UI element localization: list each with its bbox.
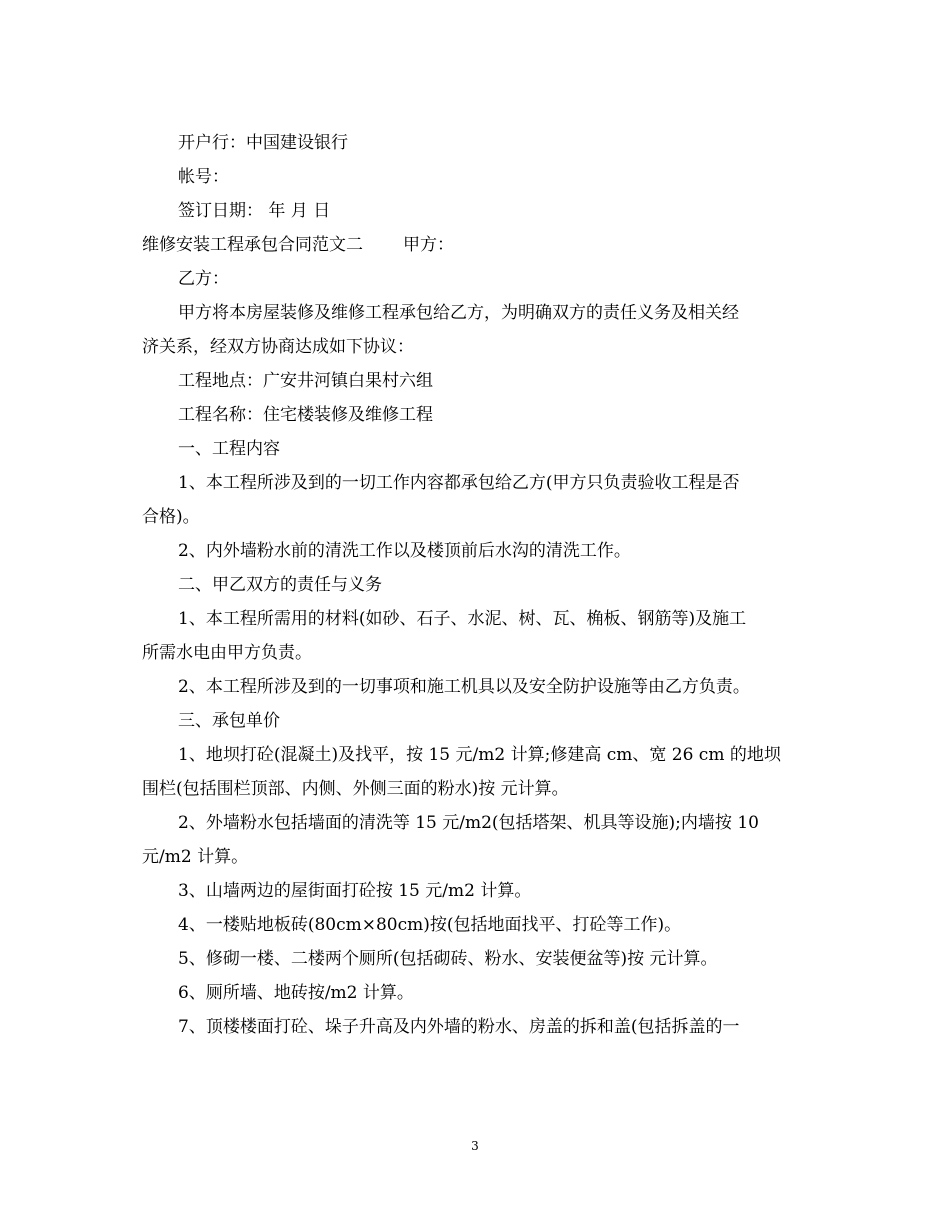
clause-1-1-line-2: 合格)。 [142, 507, 200, 527]
bank-line: 开户行：中国建设银行 [178, 133, 348, 153]
location-line: 工程地点：广安井河镇白果村六组 [178, 371, 433, 391]
account-line: 帐号： [178, 167, 229, 187]
clause-2-2: 2、本工程所涉及到的一切事项和施工机具以及安全防护设施等由乙方负责。 [178, 677, 750, 697]
section-heading-1: 一、工程内容 [178, 439, 280, 459]
sign-date-line: 签订日期： 年 月 日 [178, 201, 331, 221]
intro-line-1: 甲方将本房屋装修及维修工程承包给乙方，为明确双方的责任义务及相关经 [178, 303, 739, 323]
clause-3-3: 3、山墙两边的屋街面打砼按 15 元/m2 计算。 [178, 881, 532, 901]
clause-1-1-line-1: 1、本工程所涉及到的一切工作内容都承包给乙方(甲方只负责验收工程是否 [178, 473, 740, 493]
clause-3-7: 7、顶楼楼面打砼、垛子升高及内外墙的粉水、房盖的拆和盖(包括拆盖的一 [178, 1017, 740, 1037]
party-b-line: 乙方： [178, 269, 229, 289]
clause-3-2-line-1: 2、外墙粉水包括墙面的清洗等 15 元/m2(包括塔架、机具等设施);内墙按 10 [178, 813, 759, 833]
clause-3-1-line-2: 围栏(包括围栏顶部、内侧、外侧三面的粉水)按 元计算。 [142, 779, 569, 799]
clause-3-5: 5、修砌一楼、二楼两个厕所(包括砌砖、粉水、安装便盆等)按 元计算。 [178, 949, 718, 969]
clause-2-1-line-2: 所需水电由甲方负责。 [142, 643, 312, 663]
document-body [142, 126, 812, 1044]
clause-3-2-line-2: 元/m2 计算。 [142, 847, 249, 867]
clause-3-6: 6、厕所墙、地砖按/m2 计算。 [178, 983, 414, 1003]
document-title: 维修安装工程承包合同范文二 [142, 235, 363, 255]
clause-2-1-line-1: 1、本工程所需用的材料(如砂、石子、水泥、树、瓦、桷板、钢筋等)及施工 [178, 609, 747, 629]
clause-1-2: 2、内外墙粉水前的清洗工作以及楼顶前后水沟的清洗工作。 [178, 541, 631, 561]
clause-3-1-line-1: 1、地坝打砼(混凝土)及找平，按 15 元/m2 计算;修建高 cm、宽 26 cm 的地坝 [178, 745, 781, 765]
party-a-label: 甲方： [403, 235, 454, 255]
intro-line-2: 济关系，经双方协商达成如下协议： [142, 337, 414, 357]
section-heading-3: 三、承包单价 [178, 711, 280, 731]
page-number: 3 [471, 1139, 479, 1153]
title-line [142, 228, 812, 262]
clause-3-4: 4、一楼贴地板砖(80cm×80cm)按(包括地面找平、打砼等工作)。 [178, 915, 682, 935]
section-heading-2: 二、甲乙双方的责任与义务 [178, 575, 382, 595]
project-name-line: 工程名称：住宅楼装修及维修工程 [178, 405, 433, 425]
